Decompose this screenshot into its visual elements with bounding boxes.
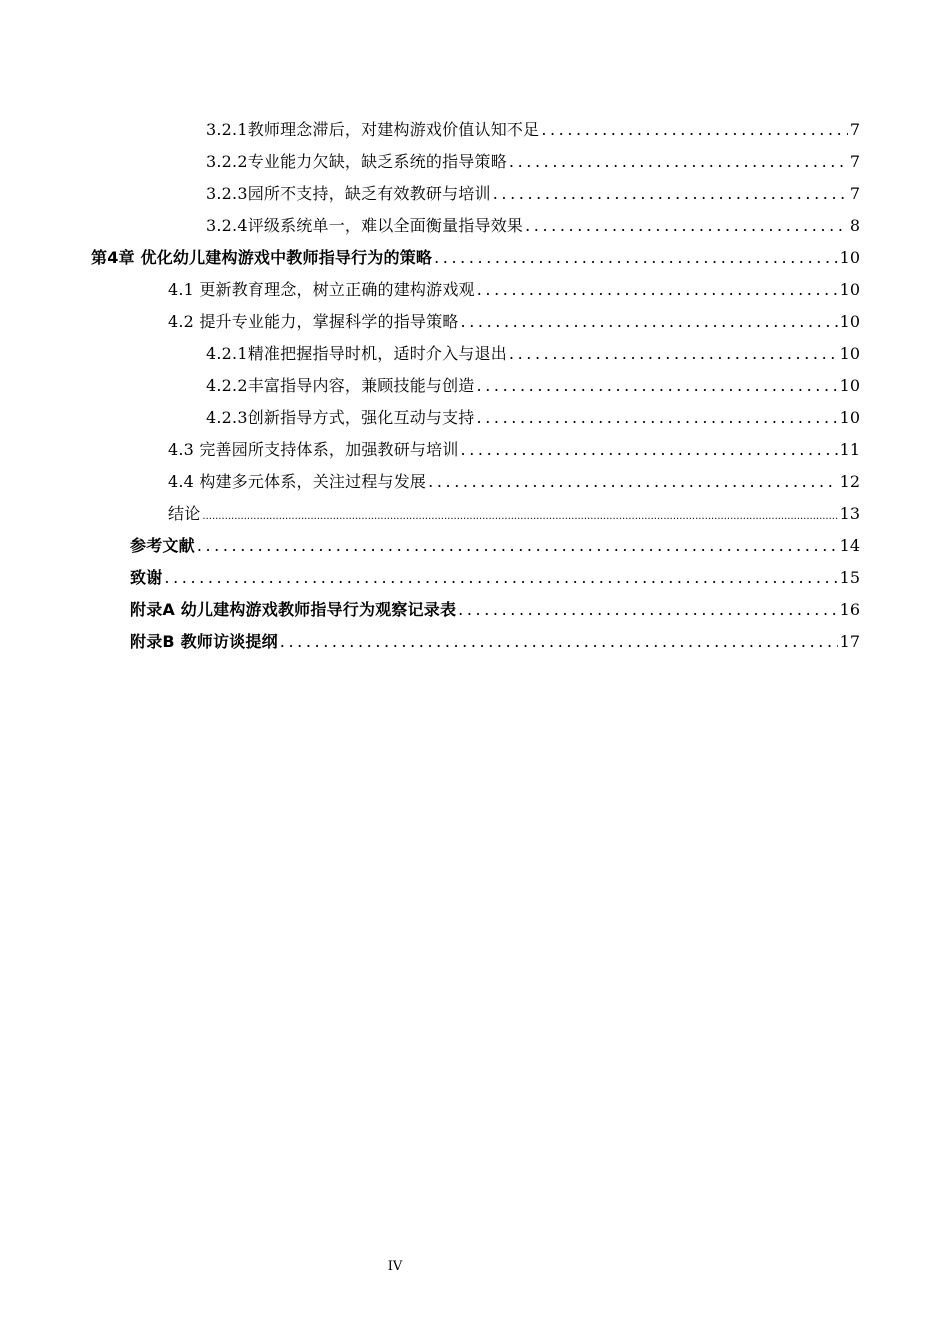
dot-leader [280, 630, 838, 654]
dot-leader [493, 182, 848, 206]
toc-entry-page: 7 [849, 184, 860, 203]
toc-entry-page: 7 [849, 120, 860, 139]
toc-entry-label: 结论 [168, 504, 201, 523]
toc-entry[interactable] [130, 534, 860, 558]
dot-leader [477, 406, 838, 430]
toc-entry-page: 10 [839, 312, 860, 331]
toc-entry-page: 14 [839, 536, 860, 555]
dot-leader [477, 374, 838, 398]
toc-entry-label: 第4章 优化幼儿建构游戏中教师指导行为的策略 [91, 248, 433, 267]
dot-leader [197, 534, 838, 558]
dot-leader [434, 246, 838, 270]
toc-entry-label: 4.1 更新教育理念，树立正确的建构游戏观 [168, 280, 475, 299]
toc-entry-page: 15 [839, 568, 860, 587]
toc-entry-page: 7 [849, 152, 860, 171]
toc-entry-label: 4.2 提升专业能力，掌握科学的指导策略 [168, 312, 459, 331]
toc-entry-page: 10 [839, 344, 860, 363]
dot-leader [525, 214, 848, 238]
toc-entry[interactable] [168, 278, 860, 302]
toc-entry-page: 16 [839, 600, 860, 619]
toc-entry-label: 4.4 构建多元体系，关注过程与发展 [168, 472, 427, 491]
toc-entry-page: 12 [839, 472, 860, 491]
toc-entry[interactable] [206, 406, 860, 430]
toc-entry-page: 10 [839, 408, 860, 427]
dot-leader [461, 310, 838, 334]
toc-entry-label: 4.3 完善园所支持体系，加强教研与培训 [168, 440, 459, 459]
toc-entry-page: 13 [839, 504, 860, 523]
toc-entry-label: 4.2.1精准把握指导时机，适时介入与退出 [206, 344, 507, 363]
dot-leader [477, 278, 838, 302]
dot-leader [458, 598, 837, 622]
toc-chapter-entry[interactable] [91, 246, 860, 270]
toc-entry-label: 附录B 教师访谈提纲 [130, 632, 278, 651]
toc-entry[interactable] [206, 214, 860, 238]
toc-entry[interactable] [130, 566, 860, 590]
dot-leader [509, 342, 838, 366]
toc-entry-label: 附录A 幼儿建构游戏教师指导行为观察记录表 [130, 600, 457, 619]
dot-leader [428, 470, 838, 494]
toc-entry-label: 3.2.2专业能力欠缺，缺乏系统的指导策略 [206, 152, 507, 171]
toc-entry-label: 3.2.3园所不支持，缺乏有效教研与培训 [206, 184, 491, 203]
toc-entry[interactable] [130, 598, 860, 622]
toc-entry-page: 10 [839, 248, 860, 267]
toc-entry[interactable] [168, 502, 860, 526]
toc-entry[interactable] [206, 118, 860, 142]
toc-entry-label: 4.2.3创新指导方式，强化互动与支持 [206, 408, 475, 427]
toc-entry[interactable] [206, 342, 860, 366]
toc-entry-label: 参考文献 [130, 536, 195, 555]
dot-leader [164, 566, 837, 590]
dot-leader [202, 505, 837, 529]
dot-leader [461, 438, 838, 462]
toc-entry-page: 10 [839, 280, 860, 299]
toc-entry[interactable] [168, 438, 860, 462]
dot-leader [541, 118, 848, 142]
toc-entry-page: 11 [839, 440, 860, 459]
toc-entry[interactable] [168, 310, 860, 334]
dot-leader [509, 150, 848, 174]
toc-entry[interactable] [206, 182, 860, 206]
toc-entry-label: 3.2.1教师理念滞后，对建构游戏价值认知不足 [206, 120, 540, 139]
toc-entry[interactable] [168, 470, 860, 494]
toc-entry-page: 10 [839, 376, 860, 395]
toc-entry[interactable] [130, 630, 860, 654]
page-number-footer: IV [387, 1259, 403, 1274]
toc-entry-label: 4.2.2丰富指导内容，兼顾技能与创造 [206, 376, 475, 395]
toc-entry-page: 17 [839, 632, 860, 651]
toc-entry[interactable] [206, 150, 860, 174]
toc-entry-page: 8 [849, 216, 860, 235]
toc-entry-label: 3.2.4评级系统单一，难以全面衡量指导效果 [206, 216, 524, 235]
toc-entry[interactable] [206, 374, 860, 398]
toc-entry-label: 致谢 [130, 568, 163, 587]
